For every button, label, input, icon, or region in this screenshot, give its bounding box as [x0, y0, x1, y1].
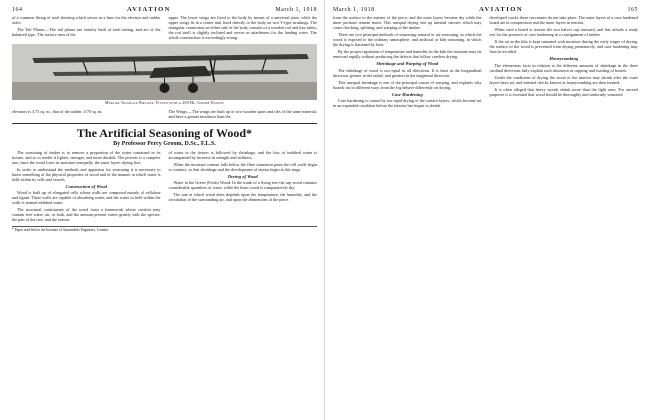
intro-paragraph: of a common fitting of steel sheeting which serves as a base for the elevator and rudder axles.: [12, 15, 161, 25]
article-title: The Artificial Seasoning of Wood*: [76, 125, 253, 140]
right-body-columns: [333, 15, 638, 110]
body-paragraph: Wood is built up of elongated cells whose walls are composed mainly of cellulose and lignin. These walls are capable of absorbing water, and the water so held within the walls is termed imbibed water.: [12, 190, 161, 206]
body-paragraph: There are two principal methods of seasoning: natural or air seasoning, in which the wood is exposed to the ordinary atmosphere; and artificial or kiln seasoning, in which the drying is hastened by heat.: [333, 32, 482, 47]
section-heading: Honeycombing: [549, 56, 579, 61]
intro-paragraph: upper. The lower wings are fixed to the body by means of a universal joint, while the upper wings fit in a center unit fixed directly to the body on two V-type struttings. The triangular connection on either side of the body consists of a wooden rod and four tubes; the rod itself is slightly inclined and serves as attachment for the landing wires. The whole construction is exceedingly strong.: [168, 15, 317, 40]
article-title-block: [12, 127, 317, 147]
footnote: * Paper read before the Institute of Automobile Engineers, London.: [12, 226, 317, 232]
body-paragraph: The rate at which wood dries depends upon the temperature, the humidity, and the circulation of the surrounding air, and upon the dimensions of the piece.: [168, 192, 317, 203]
body-paragraph: of water in the tissues is followed by shrinkage, and the loss of imbibed water is accompanied by increase in strength and stiffness.: [168, 149, 317, 160]
section-heading: Case Hardening: [391, 91, 423, 97]
body-paragraph: When such a board is resawn the two halves cup outward, and this affords a ready test for the presence of case hardening in a consignment of timber.: [489, 27, 638, 37]
body-paragraph: This unequal shrinkage is one of the principal causes of warping, and explains why boards cut in different ways from the log behave differently on drying.: [333, 79, 482, 90]
photo-caption: Mercar Triangle Biplane, Fitted with a 200-Hp. Gnome Engine: [105, 101, 224, 105]
body-paragraph: Case hardening is caused by too rapid drying of the surface layers, which become set in an expanded condition before the interior has begun to shrink.: [333, 98, 482, 108]
section-heading: Construction of Wood: [65, 183, 107, 189]
intro-paragraph: The Tail Planes.—The tail planes are entirely built of steel tubing, and are of the balanced type. The surface area of the: [12, 27, 161, 37]
left-page-header: [12, 6, 317, 15]
intro-paragraph: elevators is 3.75 sq. m.; that of the rudder, 0.76 sq. m.: [12, 108, 103, 114]
body-paragraph: In order to understand the methods and apparatus for seasoning it is necessary to know something of the physical properties of wood and of the manner in which water is held within its cells and vessels.: [12, 166, 161, 182]
left-subcaption-columns: [12, 109, 317, 121]
left-page-date: March 1, 1918: [275, 7, 317, 13]
intro-paragraph: The Wings.—The wings are built up of two wooden spars and ribs of the same material, and have a greater incidence than the: [168, 108, 317, 119]
body-paragraph: By the proper regulation of temperature and humidity in the kiln the moisture may be removed rapidly without producing the defects that follow careless drying.: [333, 49, 482, 59]
body-paragraph: developed cracks these curvatures do not take place. The outer layers of a case hardened board are in compression and the inner layers in tension.: [489, 15, 638, 25]
body-paragraph: The elementary facts in relation to the different amounts of shrinkage in the three cardinal directions fully explain such distortion as cupping and twisting of boards.: [489, 62, 638, 73]
section-heading: Drying of Wood: [227, 173, 258, 179]
biplane-photo: [12, 44, 317, 100]
body-paragraph: Under the conditions of drying the wood of the interior may shrink after the outer layers have set, and internal checks known as honeycombing are then formed.: [489, 74, 638, 85]
right-page-date: March 1, 1918: [333, 7, 375, 13]
right-page-header: [333, 6, 638, 15]
body-paragraph: The structural constituents of the wood form a framework whose cavities may contain free water, air, or both, and the amount present varies greatly with the species, the part of the tree, and the season.: [12, 207, 161, 223]
right-page-number: 165: [627, 7, 638, 13]
left-body-columns: [12, 150, 317, 225]
title-rule: [12, 123, 317, 124]
section-heading: Shrinkage and Warping of Wood: [376, 61, 439, 66]
right-page: [325, 0, 650, 420]
left-intro-columns: [12, 15, 317, 42]
body-paragraph: The shrinkage of wood is not equal in all directions. It is least in the longitudinal direction, greater in the radial, and greatest in the tangential direction.: [333, 67, 482, 78]
right-journal-title: AVIATION: [479, 6, 524, 13]
body-paragraph: from the surface to the interior of the piece, and the outer layers become dry while the inner portions remain moist. This unequal drying sets up internal stresses which may cause checking, splitting, and warping of the timber.: [333, 15, 482, 30]
left-journal-title: AVIATION: [126, 6, 171, 13]
body-paragraph: If the air in the kiln is kept saturated with moisture during the early stages of drying, the surface of the wood is prevented from drying prematurely, and case hardening may thus be avoided.: [489, 39, 638, 54]
body-paragraph: Water in the Green (Fresh) Wood. In the trunk of a living tree the sap wood contains considerable quantities of water, while the heart wood is comparatively dry.: [168, 180, 317, 191]
body-paragraph: When the moisture content falls below the fibre saturation point the cell walls begin to contract, so that shrinkage and the development of strains begin at this stage.: [168, 161, 317, 172]
body-paragraph: The seasoning of timber is to remove a proportion of the water contained in its tissues, and so to render it lighter, stronger, and more durable. The process is a complex one, since the wood loses its moisture unequally, the outer layers drying first.: [12, 149, 161, 165]
body-paragraph: It is often alleged that heavy woods shrink more than the light ones. For aircraft purposes it is essential that wood should be thoroughly and uniformly seasoned.: [489, 86, 638, 97]
article-byline: By Professor Percy Groom, D.Sc., F.L.S.: [113, 140, 216, 147]
left-page-number: 164: [12, 7, 23, 13]
